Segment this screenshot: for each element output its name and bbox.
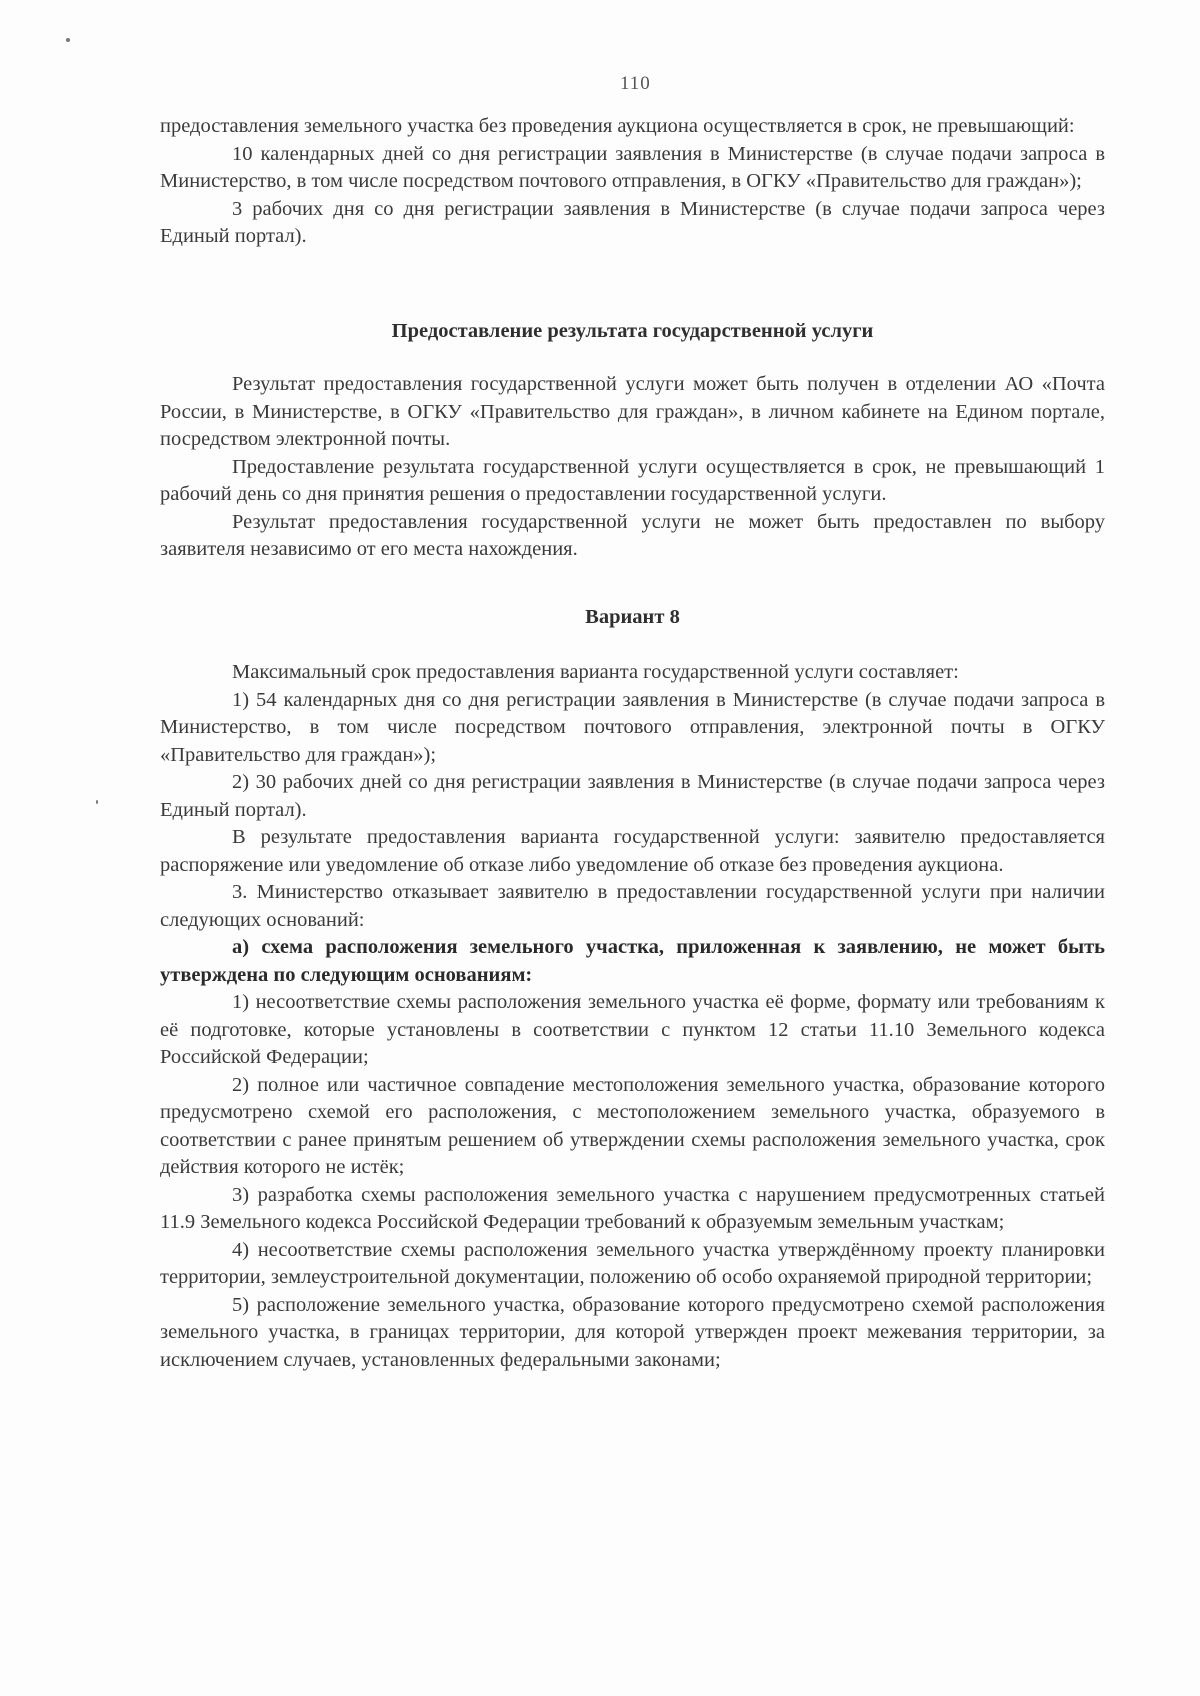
paragraph: 3. Министерство отказывает заявителю в предоставлении государственной услуги при наличии следующих оснований: — [160, 881, 1105, 931]
list-item: 3) разработка схемы расположения земельного участка с нарушением предусмотренных статьей 11.9 Земельного кодекса Российской Федерации требований к образуемым земельным участкам; — [160, 1183, 1105, 1233]
list-item: 4) несоответствие схемы расположения земельного участка утверждённому проекту планировки территории, землеустроительной документации, положению об особо охраняемой природной территории; — [160, 1238, 1105, 1288]
list-item: 1) несоответствие схемы расположения земельного участка её форме, формату или требованиям к её подготовке, которые установлены в соответствии с пунктом 12 статьи 11.10 Земельного кодекса Российской Федерации; — [160, 991, 1105, 1068]
list-item: 1) 54 календарных дня со дня регистрации заявления в Министерстве (в случае подачи запроса в Министерство, в том числе посредством почтового отправления, электронной почты в ОГКУ «Правительство для граждан»); — [160, 688, 1105, 766]
section-deadline — [160, 113, 1105, 251]
paragraph: 10 календарных дней со дня регистрации заявления в Министерстве (в случае подачи запроса в Министерство, в том числе посредством почтового отправления, в ОГКУ «Правительство для граждан»); — [160, 142, 1105, 192]
list-item: 2) полное или частичное совпадение местоположения земельного участка, образование которого предусмотрено схемой его расположения, с местоположением земельного участка, образуемого в соответствии с ранее принятым решением об утверждении схемы расположения земельного участка, срок действия которого не истёк; — [160, 1073, 1105, 1178]
paragraph: Максимальный срок предоставления варианта государственной услуги составляет: — [232, 661, 959, 683]
paragraph: Результат предоставления государственной услуги не может быть предоставлен по выбору заявителя независимо от его места нахождения. — [160, 510, 1105, 560]
list-item: 2) 30 рабочих дней со дня регистрации заявления в Министерстве (в случае подачи запроса через Единый портал). — [160, 771, 1105, 821]
section-title: Вариант 8 — [585, 606, 680, 628]
section-result — [160, 371, 1105, 564]
paragraph: предоставления земельного участка без проведения аукциона осуществляется в срок, не превышающий: — [160, 115, 1075, 137]
scan-speck — [96, 800, 98, 804]
section-heading — [160, 320, 1105, 343]
scan-speck — [66, 38, 70, 42]
paragraph: В результате предоставления варианта государственной услуги: заявителю предоставляется распоряжение или уведомление об отказе либо уведомление об отказе без проведения аукциона. — [160, 826, 1105, 876]
paragraph: Результат предоставления государственной услуги может быть получен в отделении АО «Почта России, в Министерстве, в ОГКУ «Правительство для граждан», в личном кабинете на Едином портале, посредством электронной почты. — [160, 373, 1105, 450]
subsection-title: а) схема расположения земельного участка, приложенная к заявлению, не может быть утверждена по следующим основаниям: — [160, 936, 1105, 986]
list-item: 5) расположение земельного участка, образование которого предусмотрено схемой расположения земельного участка, в границах территории, для которой утвержден проект межевания территории, за исключением случаев, установленных федеральными законами; — [160, 1293, 1105, 1371]
section-heading — [160, 606, 1105, 629]
page-number: 110 — [620, 73, 651, 94]
section-title: Предоставление результата государственной услуги — [391, 320, 874, 342]
paragraph: Предоставление результата государственной услуги осуществляется в срок, не превышающий 1 рабочий день со дня принятия решения о предоставлении государственной услуги. — [160, 455, 1105, 505]
paragraph: 3 рабочих дня со дня регистрации заявления в Министерстве (в случае подачи запроса через Единый портал). — [160, 197, 1105, 247]
section-variant-8 — [160, 659, 1105, 1374]
